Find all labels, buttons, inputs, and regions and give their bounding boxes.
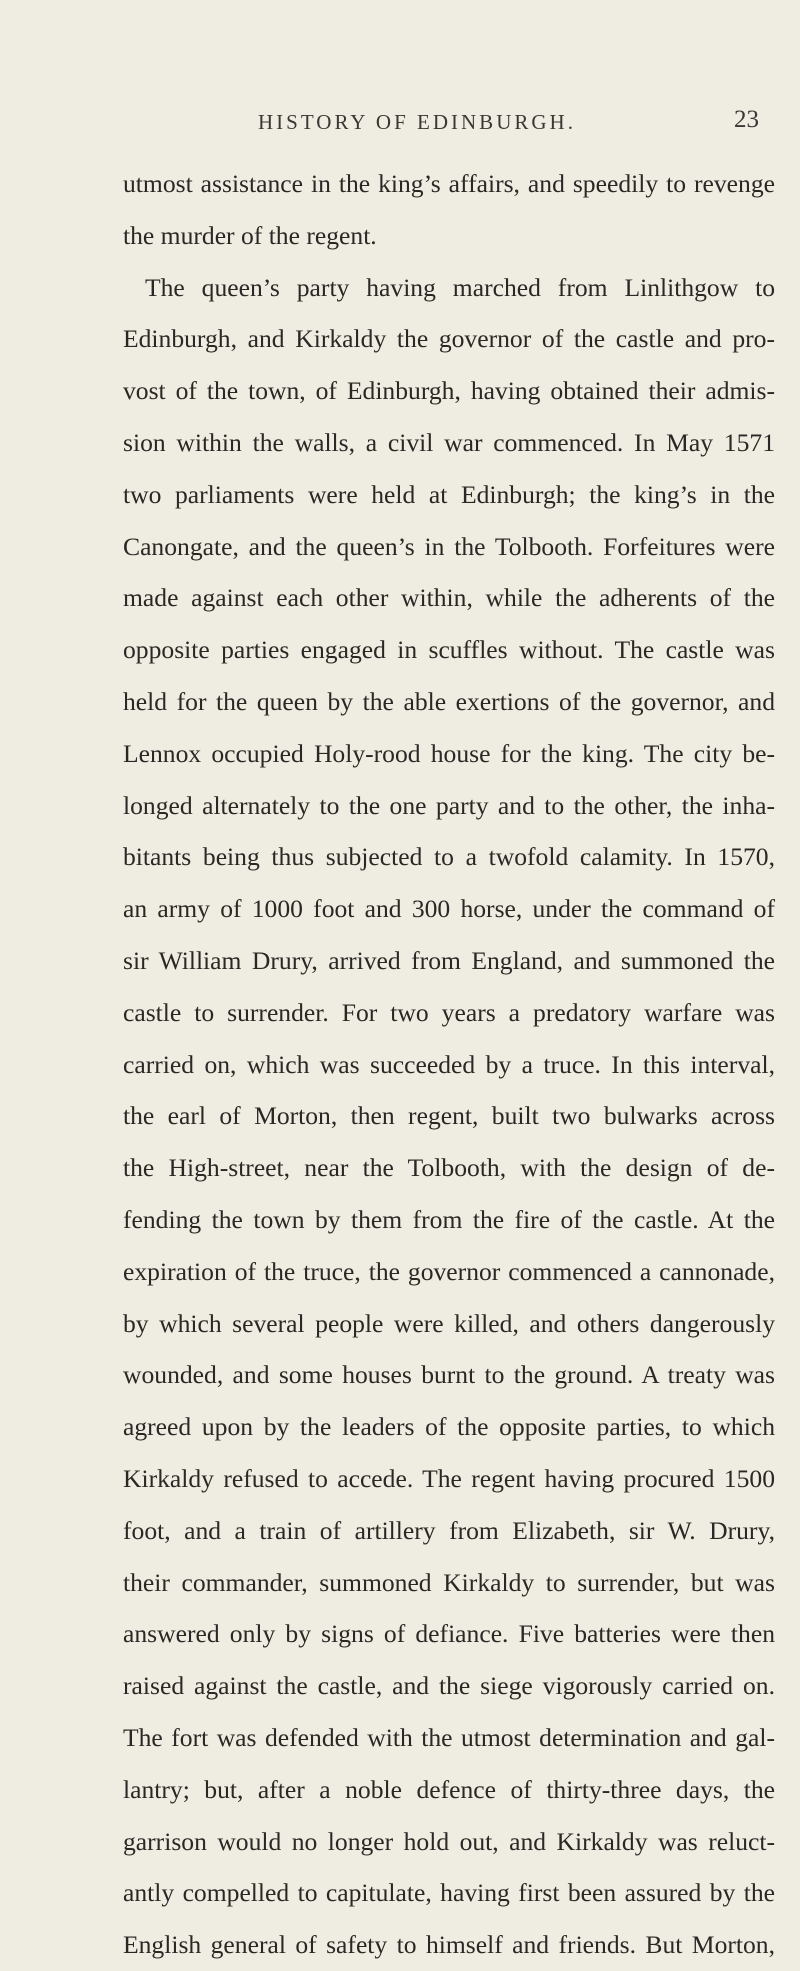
text-line: vost of the town, of Edinburgh, having obtained their admis- xyxy=(123,376,775,406)
text-line: foot, and a train of artillery from Elizabeth, sir W. Drury, xyxy=(123,1515,775,1545)
text-line: the High-street, near the Tolbooth, with the design of de- xyxy=(123,1153,775,1183)
text-line: Kirkaldy refused to accede. The regent having procured 1500 xyxy=(123,1463,775,1493)
text-line: by which several people were killed, and others dangerously xyxy=(123,1308,775,1338)
text-line: Lennox occupied Holy-rood house for the king. The city be- xyxy=(123,738,775,768)
page-number: 23 xyxy=(734,106,759,133)
text-line: an army of 1000 foot and 300 horse, under the command of xyxy=(123,894,775,924)
text-line: made against each other within, while the adherents of the xyxy=(123,583,775,613)
text-line: carried on, which was succeeded by a truce. In this interval, xyxy=(123,1049,775,1079)
text-line: expiration of the truce, the governor commenced a cannonade, xyxy=(123,1256,775,1286)
text-line: two parliaments were held at Edinburgh; the king’s in the xyxy=(123,479,775,509)
text-line: sir William Drury, arrived from England, and summoned the xyxy=(123,945,775,975)
text-line: the murder of the regent. xyxy=(123,220,377,250)
text-line: answered only by signs of defiance. Five batteries were then xyxy=(123,1619,775,1649)
text-line: fending the town by them from the fire of the castle. At the xyxy=(123,1204,775,1234)
text-line: agreed upon by the leaders of the opposite parties, to which xyxy=(123,1412,775,1442)
text-line: Edinburgh, and Kirkaldy the governor of the castle and pro- xyxy=(123,324,775,354)
body-text xyxy=(123,158,775,1971)
running-head xyxy=(0,104,800,144)
text-line: held for the queen by the able exertions of the governor, and xyxy=(123,686,775,716)
text-line: bitants being thus subjected to a twofold calamity. In 1570, xyxy=(123,842,775,872)
text-line: garrison would no longer hold out, and Kirkaldy was reluct- xyxy=(123,1826,775,1856)
text-line: The queen’s party having marched from Linlithgow to xyxy=(145,272,775,302)
text-line: raised against the castle, and the siege vigorously carried on. xyxy=(123,1671,775,1701)
text-line: Canongate, and the queen’s in the Tolbooth. Forfeitures were xyxy=(123,531,775,561)
text-line: The fort was defended with the utmost determination and gal- xyxy=(123,1722,775,1752)
text-line: the earl of Morton, then regent, built two bulwarks across xyxy=(123,1101,775,1131)
running-title: HISTORY OF EDINBURGH. xyxy=(258,110,576,134)
text-line: opposite parties engaged in scuffles without. The castle was xyxy=(123,635,775,665)
text-line: antly compelled to capitulate, having first been assured by the xyxy=(123,1878,775,1908)
text-line: lantry; but, after a noble defence of thirty-three days, the xyxy=(123,1774,775,1804)
text-line: wounded, and some houses burnt to the ground. A treaty was xyxy=(123,1360,775,1390)
text-line: English general of safety to himself and friends. But Morton, xyxy=(123,1930,775,1960)
text-line: utmost assistance in the king’s affairs, and speedily to revenge xyxy=(123,169,775,198)
text-line: sion within the walls, a civil war commenced. In May 1571 xyxy=(123,427,775,457)
text-line: castle to surrender. For two years a predatory warfare was xyxy=(123,997,775,1027)
text-line: their commander, summoned Kirkaldy to surrender, but was xyxy=(123,1567,775,1597)
text-line: longed alternately to the one party and to the other, the inha- xyxy=(123,790,775,820)
